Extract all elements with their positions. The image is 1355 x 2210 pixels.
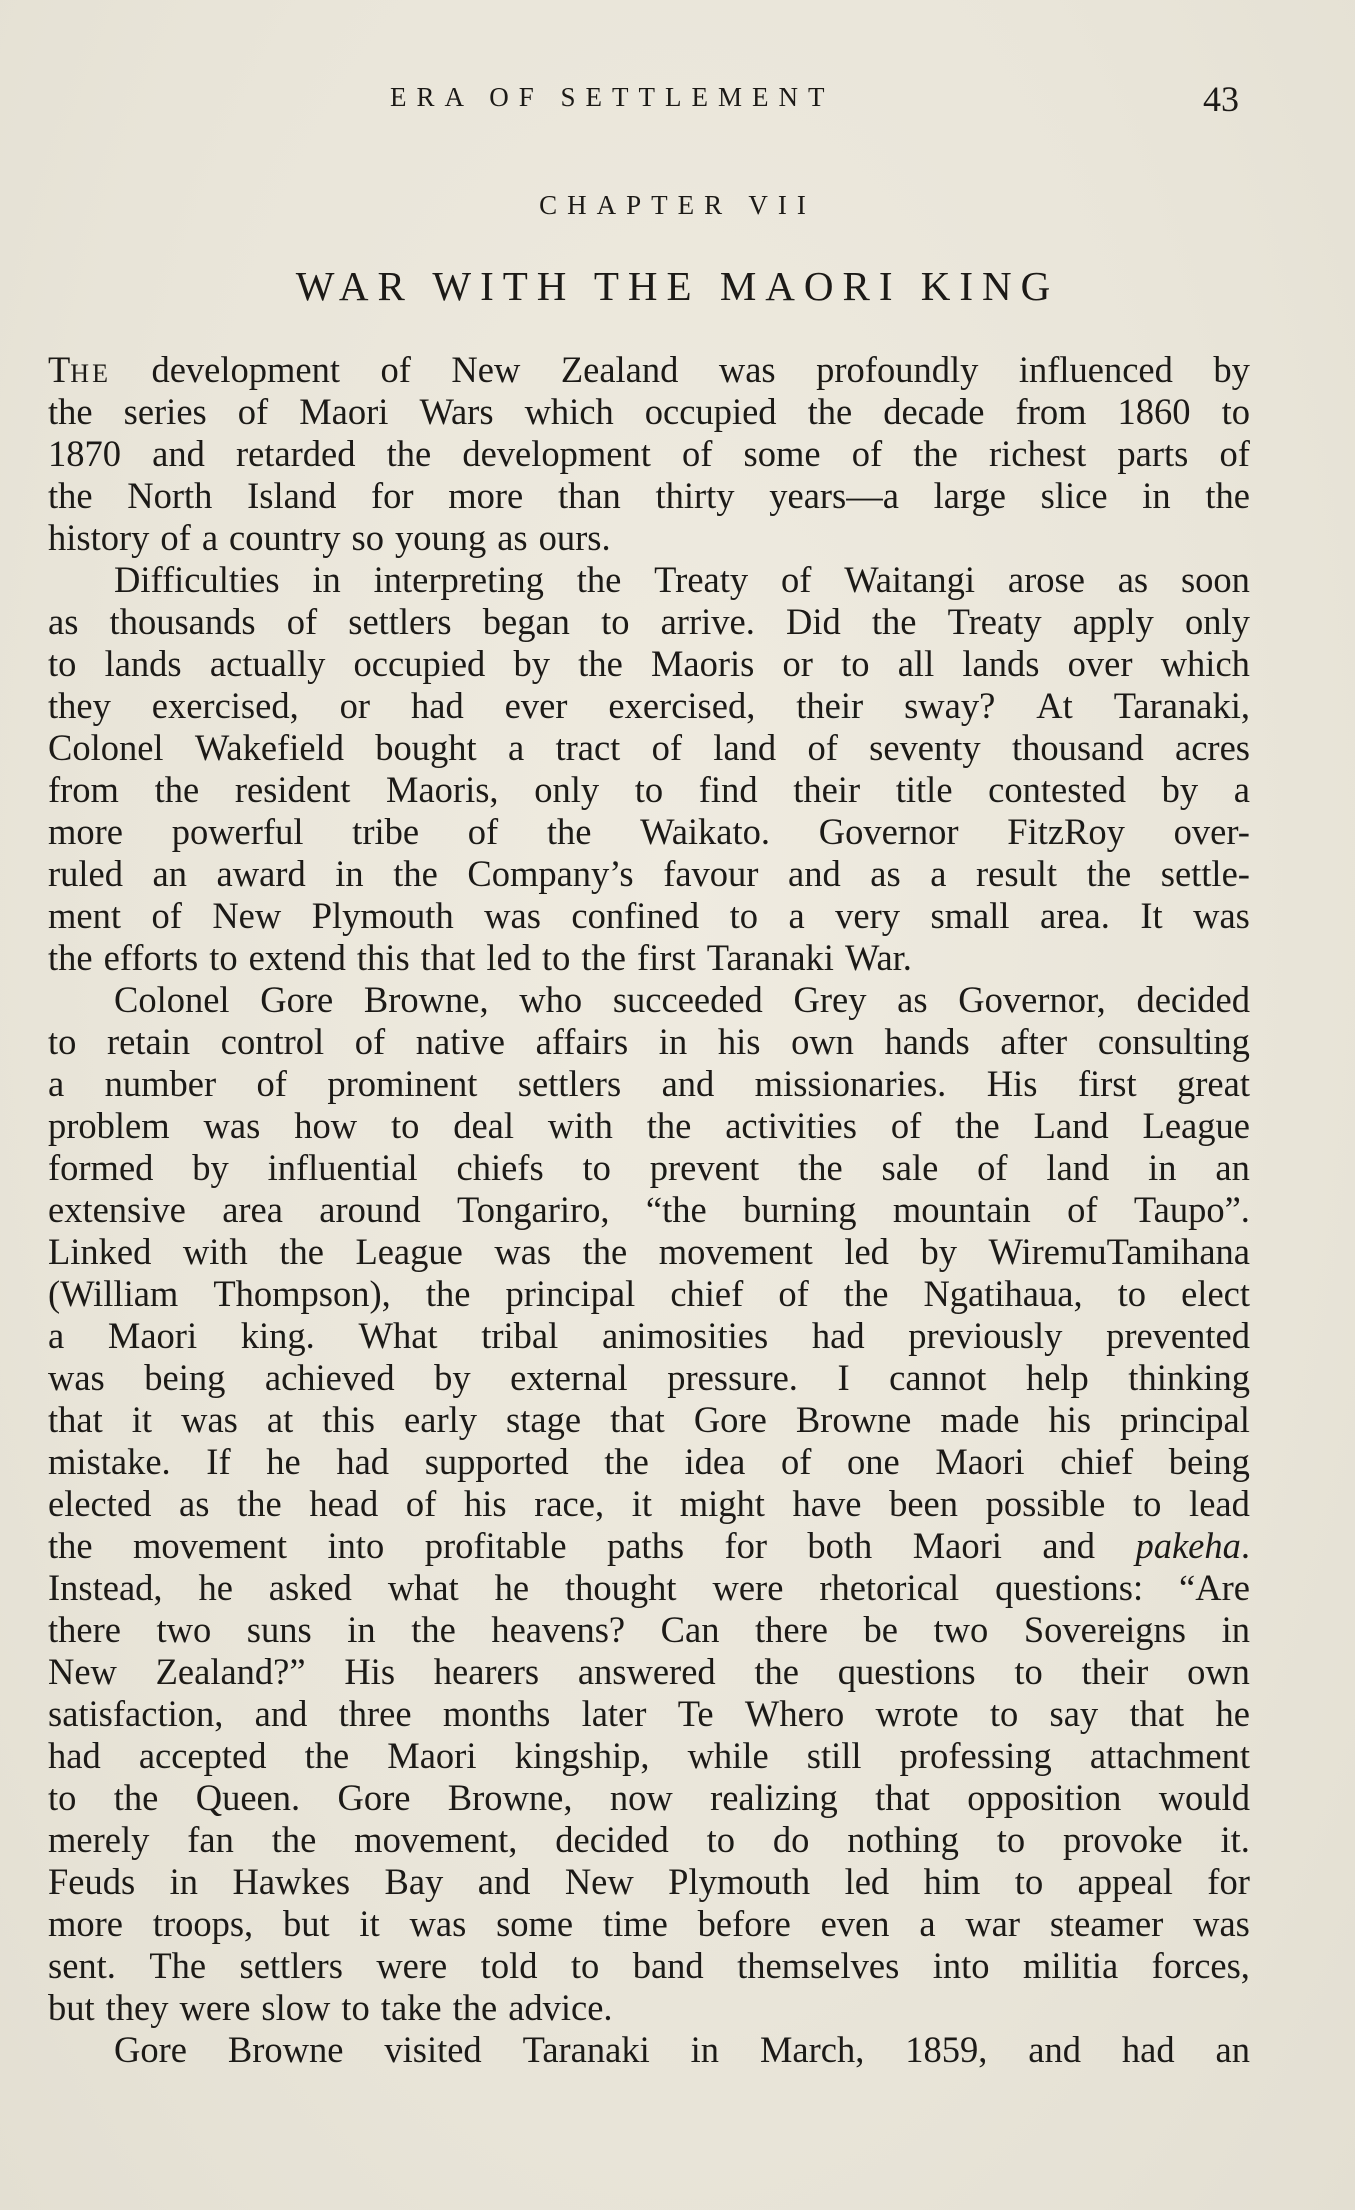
text-line: elected as the head of his race, it might have been possible to lead: [48, 1483, 1250, 1524]
text-line: from the resident Maoris, only to find their title contested by a: [48, 769, 1250, 810]
text-line: New Zealand?” His hearers answered the questions to their own: [48, 1651, 1250, 1692]
text-line: more troops, but it was some time before even a war steamer was: [48, 1903, 1250, 1944]
text-line: (William Thompson), the principal chief of the Ngatihaua, to elect: [48, 1273, 1250, 1314]
text-line: a number of prominent settlers and missionaries. His first great: [48, 1063, 1250, 1104]
text-line: history of a country so young as ours.: [48, 517, 611, 558]
text-line: a Maori king. What tribal animosities had previously prevented: [48, 1315, 1250, 1356]
text-line: there two suns in the heavens? Can there be two Sovereigns in: [48, 1609, 1250, 1650]
text-line: 1870 and retarded the development of some of the richest parts of: [48, 433, 1250, 474]
text-line: the series of Maori Wars which occupied the decade from 1860 to: [48, 391, 1250, 432]
text-line: satisfaction, and three months later Te Whero wrote to say that he: [48, 1693, 1250, 1734]
text-line: that it was at this early stage that Gore Browne made his principal: [48, 1399, 1250, 1440]
text-line: had accepted the Maori kingship, while still professing attachment: [48, 1735, 1250, 1776]
text-line: was being achieved by external pressure. I cannot help thinking: [48, 1357, 1250, 1398]
text-line: Colonel Wakefield bought a tract of land of seventy thousand acres: [48, 727, 1250, 768]
text-line: the North Island for more than thirty years—a large slice in the: [48, 475, 1250, 516]
text-line: extensive area around Tongariro, “the burning mountain of Taupo”.: [48, 1189, 1250, 1230]
text-line: problem was how to deal with the activities of the Land League: [48, 1105, 1250, 1146]
text-line: but they were slow to take the advice.: [48, 1987, 613, 2028]
page-number: 43: [1203, 79, 1239, 119]
text-line: more powerful tribe of the Waikato. Governor FitzRoy over-: [48, 811, 1250, 852]
text-line: mistake. If he had supported the idea of one Maori chief being: [48, 1441, 1250, 1482]
text-line: Colonel Gore Browne, who succeeded Grey as Governor, decided: [114, 979, 1250, 1020]
text-line: the efforts to extend this that led to the first Taranaki War.: [48, 937, 912, 978]
text-line: Linked with the League was the movement led by WiremuTamihana: [48, 1231, 1250, 1272]
text-line: The development of New Zealand was profoundly influenced by: [48, 349, 1250, 390]
body-text: [48, 349, 1250, 2071]
text-line: merely fan the movement, decided to do nothing to provoke it.: [48, 1819, 1250, 1860]
running-head: [0, 78, 1355, 118]
chapter-title: WAR WITH THE MAORI KING: [295, 263, 1060, 309]
text-line: Gore Browne visited Taranaki in March, 1859, and had an: [114, 2029, 1250, 2070]
text-line: formed by influential chiefs to prevent the sale of land in an: [48, 1147, 1250, 1188]
text-line: as thousands of settlers began to arrive. Did the Treaty apply only: [48, 601, 1250, 642]
text-line: Feuds in Hawkes Bay and New Plymouth led him to appeal for: [48, 1861, 1250, 1902]
chapter-number: CHAPTER VII: [539, 190, 816, 220]
text-line: to the Queen. Gore Browne, now realizing that opposition would: [48, 1777, 1250, 1818]
text-line: they exercised, or had ever exercised, their sway? At Taranaki,: [48, 685, 1250, 726]
text-line: ruled an award in the Company’s favour and as a result the settle-: [48, 853, 1250, 894]
text-line: to lands actually occupied by the Maoris or to all lands over which: [48, 643, 1250, 684]
text-line: Instead, he asked what he thought were rhetorical questions: “Are: [48, 1567, 1250, 1608]
text-line: Difficulties in interpreting the Treaty of Waitangi arose as soon: [114, 559, 1250, 600]
text-line: the movement into profitable paths for both Maori and pakeha.: [48, 1525, 1250, 1566]
text-line: sent. The settlers were told to band themselves into militia forces,: [48, 1945, 1250, 1986]
running-title: ERA OF SETTLEMENT: [390, 82, 835, 112]
text-line: to retain control of native affairs in his own hands after consulting: [48, 1021, 1250, 1062]
text-line: ment of New Plymouth was confined to a very small area. It was: [48, 895, 1250, 936]
